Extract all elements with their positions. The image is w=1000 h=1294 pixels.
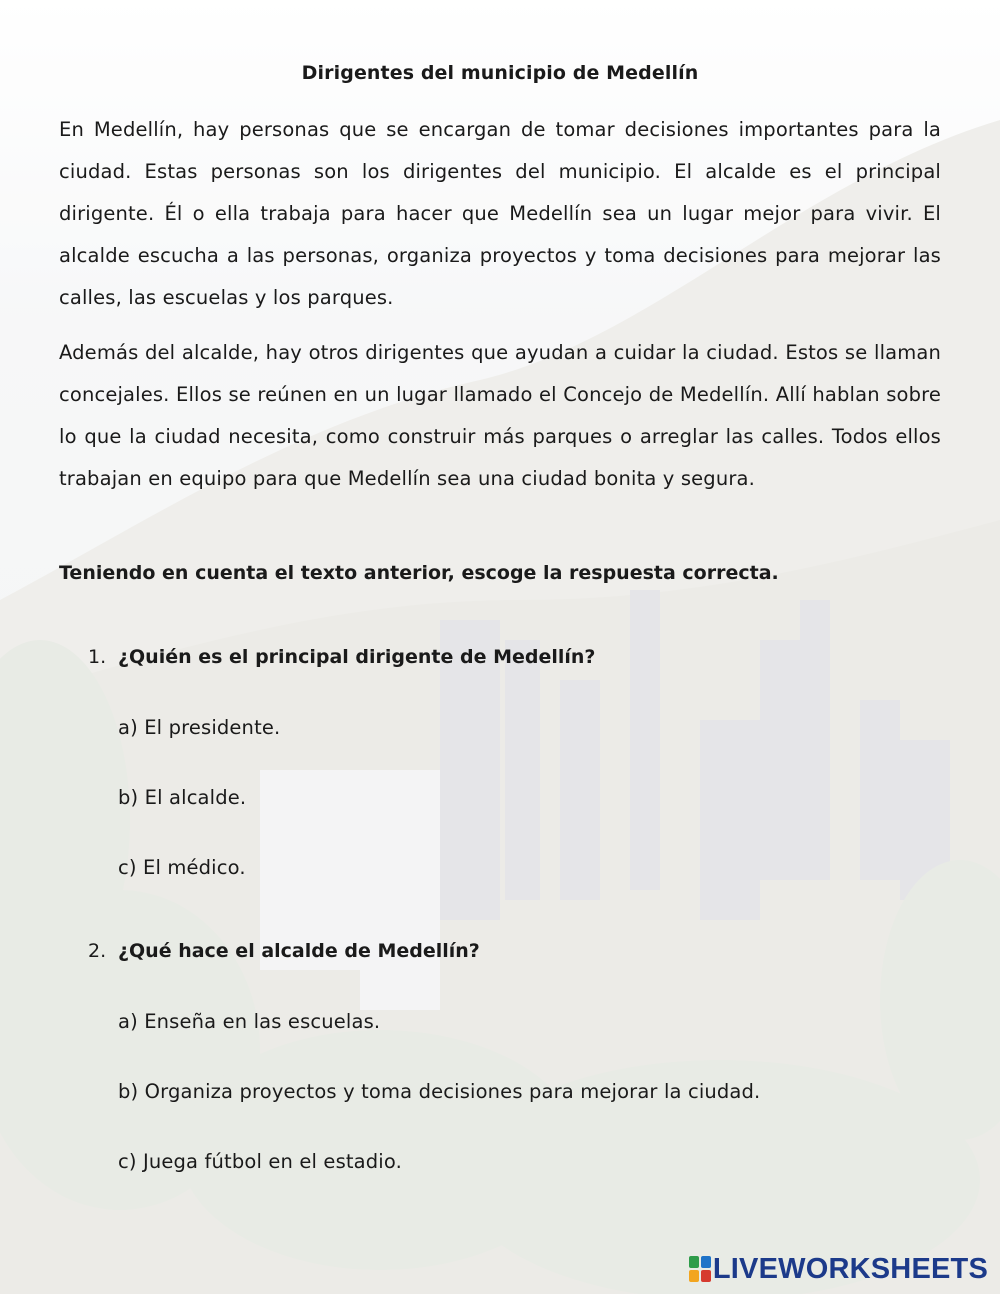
instruction-text: Teniendo en cuenta el texto anterior, escoge la respuesta correcta.	[59, 562, 779, 584]
question-2	[88, 940, 480, 962]
question-1-option-b[interactable]: b) El alcalde.	[118, 786, 247, 809]
question-1-text: ¿Quién es el principal dirigente de Medellín?	[118, 646, 596, 668]
question-1-number: 1.	[88, 646, 107, 668]
question-1	[88, 646, 595, 668]
paragraph-1: En Medellín, hay personas que se encargan de tomar decisiones importantes para la ciudad. Estas personas son los dirigentes del municipio. El alcalde es el principal dirigente. Él o ella trabaja para hacer que Medellín sea un lugar mejor para vivir. El alcalde escucha a las personas, organiza proyectos y toma decisiones para mejorar las calles, las escuelas y los parques.	[59, 118, 941, 309]
question-1-option-c[interactable]: c) El médico.	[118, 856, 246, 879]
liveworksheets-logo-icon	[689, 1256, 711, 1282]
liveworksheets-logo	[689, 1252, 988, 1286]
liveworksheets-logo-text: LIVEWORKSHEETS	[712, 1252, 988, 1285]
page-title: Dirigentes del municipio de Medellín	[301, 62, 699, 84]
question-2-option-c[interactable]: c) Juega fútbol en el estadio.	[118, 1150, 402, 1173]
question-2-number: 2.	[88, 940, 107, 962]
question-2-text: ¿Qué hace el alcalde de Medellín?	[118, 940, 480, 962]
question-2-option-b[interactable]: b) Organiza proyectos y toma decisiones para mejorar la ciudad.	[118, 1080, 761, 1103]
question-1-option-a[interactable]: a) El presidente.	[118, 716, 281, 739]
question-2-option-a[interactable]: a) Enseña en las escuelas.	[118, 1010, 381, 1033]
paragraph-2: Además del alcalde, hay otros dirigentes que ayudan a cuidar la ciudad. Estos se llaman concejales. Ellos se reúnen en un lugar llamado el Concejo de Medellín. Allí hablan sobre lo que la ciudad necesita, como construir más parques o arreglar las calles. Todos ellos trabajan en equipo para que Medellín sea una ciudad bonita y segura.	[59, 341, 941, 490]
